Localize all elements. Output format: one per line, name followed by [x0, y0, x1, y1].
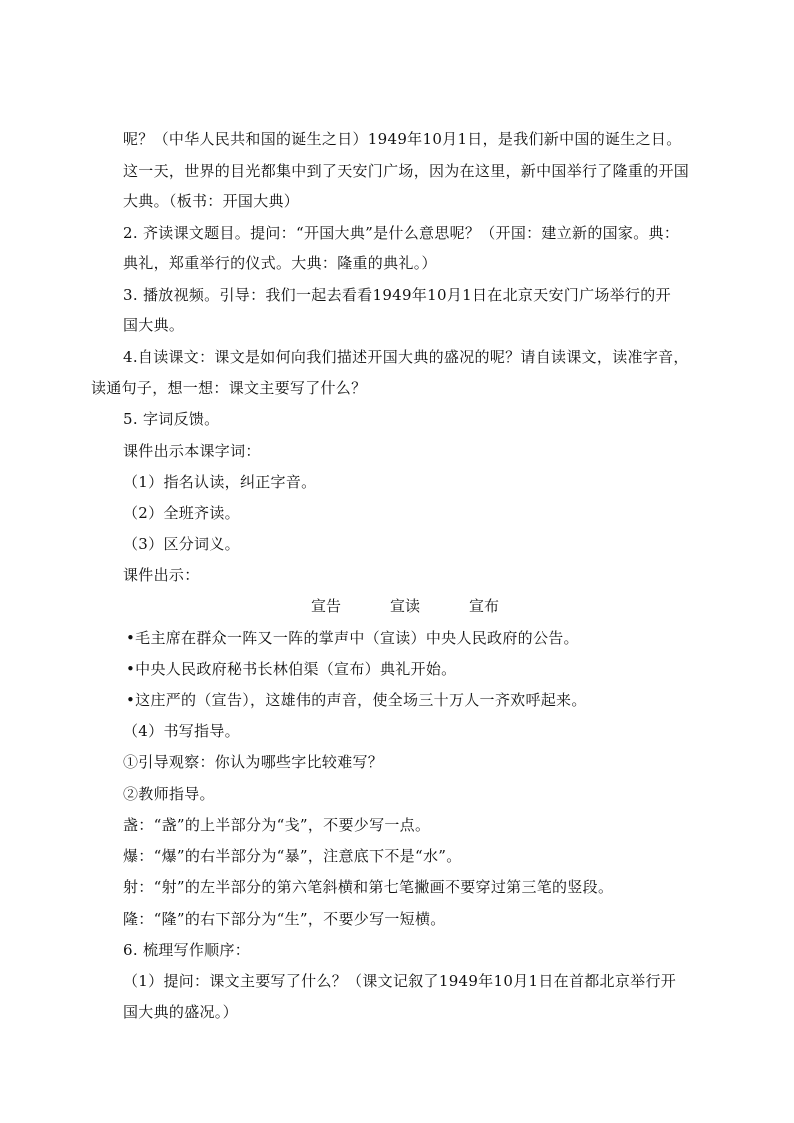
text-line-10: 5. 字词反馈。 [123, 410, 220, 428]
text-line-13: （2）全班齐读。 [123, 504, 240, 522]
text-line-6: 3. 播放视频。引导：我们一起去看看1949年10月1日在北京天安门广场举行的开 [123, 286, 671, 304]
text-line-3: 大典。（板书：开国大典） [123, 192, 300, 210]
text-line-20: ①引导观察：你认为哪些字比较难写？ [123, 753, 384, 771]
text-line-9: 读通句子，想一想：课文主要写了什么？ [91, 379, 367, 397]
text-line-27: （1）提问：课文主要写了什么？（课文记叙了1949年10月1日在首都北京举行开 [123, 972, 677, 990]
text-line-5: 典礼，郑重举行的仪式。大典：隆重的典礼。） [123, 254, 437, 272]
word-item-xuangao: 宣告 [311, 597, 342, 615]
text-line-26: 6. 梳理写作顺序： [123, 941, 251, 959]
text-line-8: 4.自读课文：课文是如何向我们描述开国大典的盛况的呢？请自读课文，读准字音， [123, 348, 689, 366]
text-line-14: （3）区分词义。 [123, 535, 240, 553]
text-line-28: 国大典的盛况。） [123, 1003, 238, 1021]
text-line-4: 2. 齐读课文题目。提问：“开国大典”是什么意思呢？（开国：建立新的国家。典： [123, 224, 680, 242]
text-line-15: 课件出示： [123, 566, 200, 584]
text-line-7: 国大典。 [123, 316, 185, 334]
word-item-xuanbu: 宣布 [469, 597, 500, 615]
text-line-11: 课件出示本课字词： [123, 442, 261, 460]
text-line-2: 这一天，世界的目光都集中到了天安门广场，因为在这里，新中国举行了隆重的开国 [123, 162, 690, 180]
text-line-24: 射：“射”的左半部分的第六笔斜横和第七笔撇画不要穿过第三笔的竖段。 [123, 878, 614, 896]
text-line-12: （1）指名认读，纠正字音。 [123, 473, 317, 491]
text-line-22: 盏：“盏”的上半部分为“戋”，不要少写一点。 [123, 816, 431, 834]
text-line-25: 隆：“隆”的右下部分为“生”，不要少写一短横。 [123, 910, 446, 928]
text-line-18: •这庄严的（宣告），这雄伟的声音，使全场三十万人一齐欢呼起来。 [126, 691, 587, 709]
text-line-19: （4）书写指导。 [123, 722, 240, 740]
word-item-xuandu: 宣读 [390, 597, 421, 615]
text-line-1: 呢？（中华人民共和国的诞生之日）1949年10月1日，是我们新中国的诞生之日。 [123, 130, 682, 148]
text-line-21: ②教师指导。 [123, 785, 215, 803]
text-line-23: 爆：“爆”的右半部分为“暴”，注意底下不是“水”。 [123, 847, 462, 865]
text-line-16: •毛主席在群众一阵又一阵的掌声中（宣读）中央人民政府的公告。 [126, 629, 579, 647]
text-line-17: •中央人民政府秘书长林伯渠（宣布）典礼开始。 [126, 660, 457, 678]
